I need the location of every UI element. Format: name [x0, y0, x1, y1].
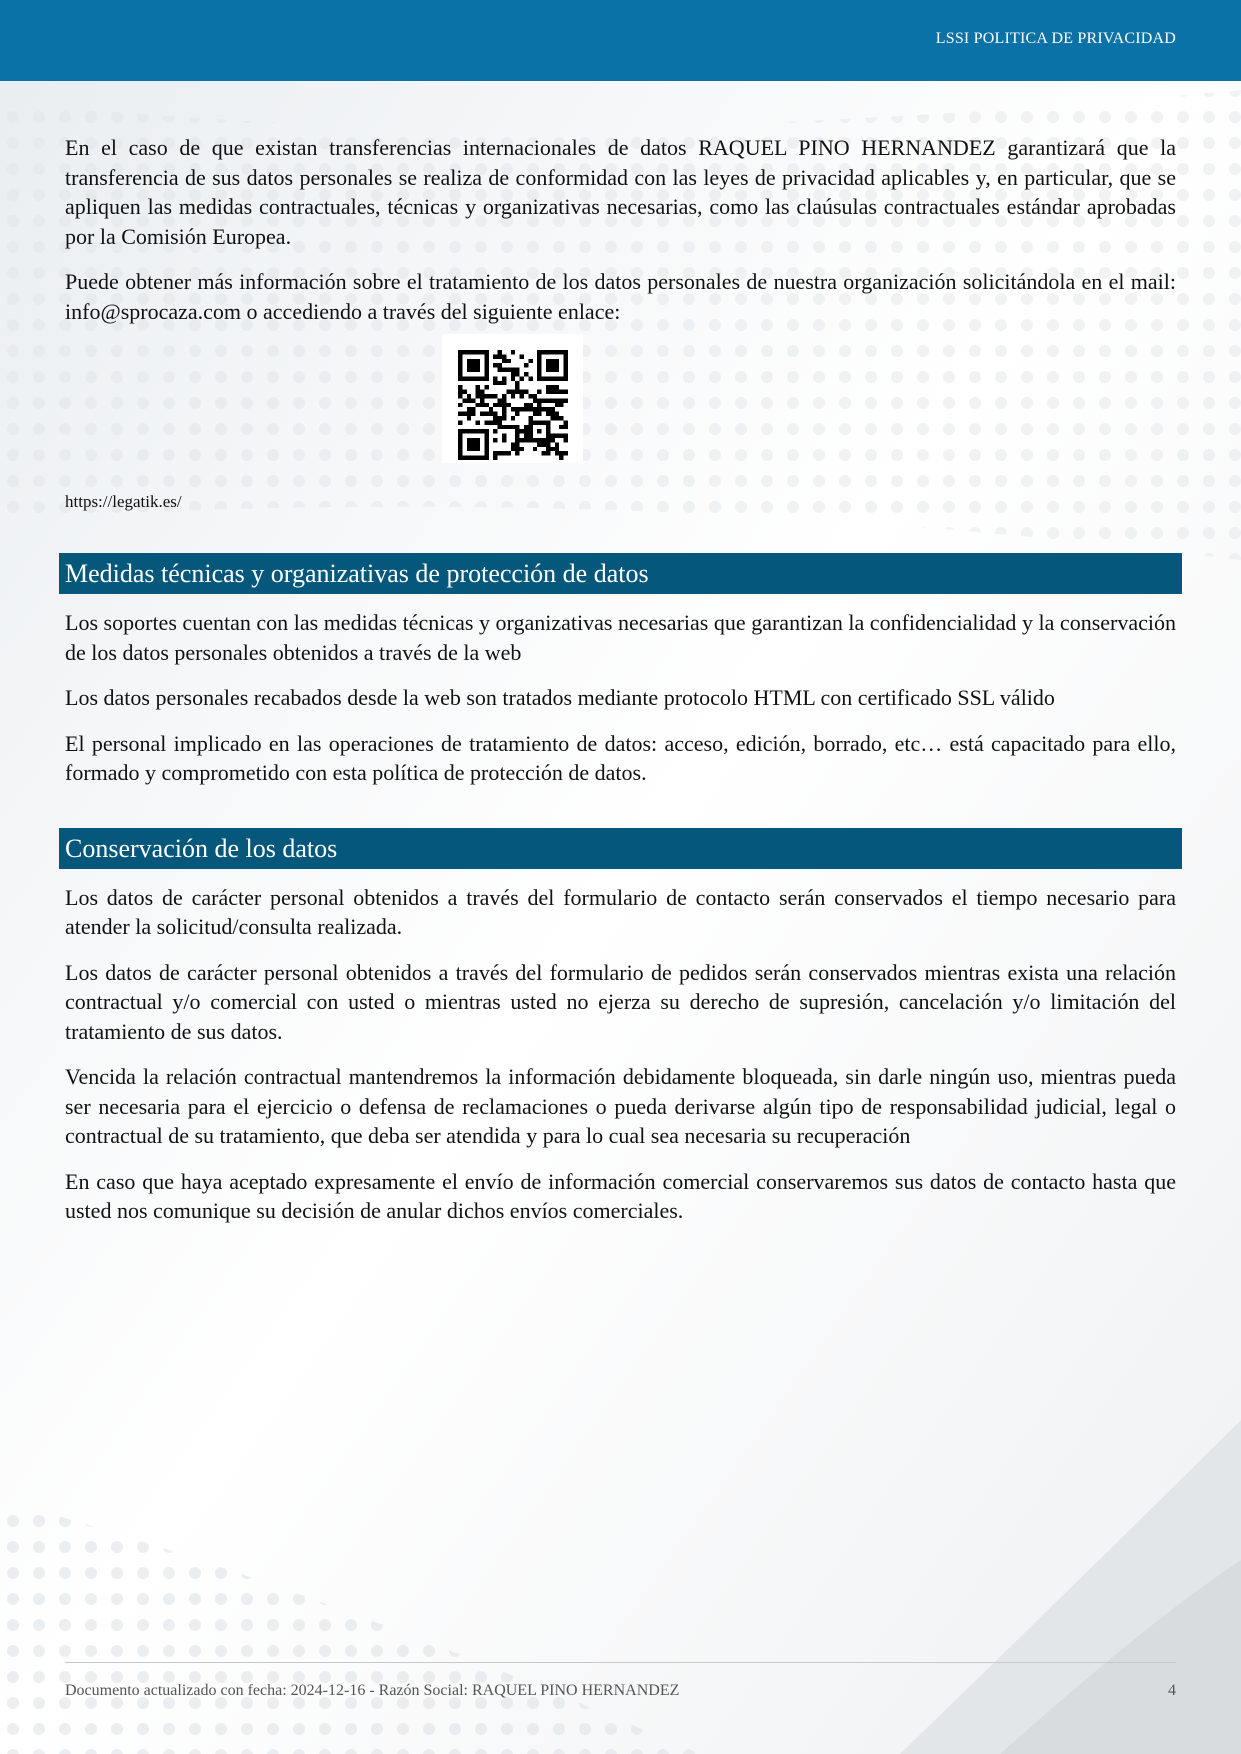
page-number: 4 [1168, 1682, 1176, 1699]
section-paragraph: El personal implicado en las operaciones de tratamiento de datos: acceso, edición, borrado, etc… está capacitado para ello, formado y comprometido con esta política de protección de datos. [65, 730, 1176, 785]
section-paragraph: Los datos de carácter personal obtenidos a través del formulario de contacto serán conservados el tiempo necesario para atender la solicitud/consulta realizada. [65, 884, 1176, 939]
legatik-link[interactable]: https://legatik.es/ [65, 492, 182, 511]
section-paragraph: En caso que haya aceptado expresamente el envío de información comercial conservaremos sus datos de contacto hasta que usted nos comunique su decisión de anular dichos envíos comerciales. [65, 1168, 1176, 1223]
footer-text: Documento actualizado con fecha: 2024-12-16 - Razón Social: RAQUEL PINO HERNANDEZ [65, 1682, 680, 1699]
document-body [65, 133, 1176, 1242]
qr-code-icon[interactable] [442, 334, 583, 463]
section-title-conservacion: Conservación de los datos [59, 828, 1182, 869]
intro-paragraph-transfers: En el caso de que existan transferencias internacionales de datos RAQUEL PINO HERNANDEZ garantizará que la transferencia de sus datos personales se realiza de conformidad con las leyes de privacidad aplicables y, en particular, que se apliquen las medidas contractuales, técnicas y organizativas necesarias, como las claúsulas contractuales estándar aprobadas por la Comisión Europea. [65, 135, 1176, 249]
section-paragraph: Los soportes cuentan con las medidas técnicas y organizativas necesarias que garantizan la confidencialidad y la conservación de los datos personales obtenidos a través de la web [65, 610, 1176, 665]
section-title-medidas: Medidas técnicas y organizativas de protección de datos [59, 553, 1182, 594]
header-bar [0, 0, 1241, 81]
section-paragraph: Vencida la relación contractual mantendremos la información debidamente bloqueada, sin darle ningún uso, mientras pueda ser necesaria para el ejercicio o defensa de reclamaciones o pueda derivarse algún tipo de responsabilidad judicial, legal o contractual de su tratamiento, que deba ser atendida y para lo cual sea necesaria su recuperación [65, 1064, 1176, 1148]
intro-paragraph-contact: Puede obtener más información sobre el tratamiento de los datos personales de nuestra organización solicitándola en el mail: info@sprocaza.com o accediendo a través del siguiente enlace: [65, 269, 1176, 324]
section-paragraph: Los datos personales recabados desde la web son tratados mediante protocolo HTML con certificado SSL válido [65, 685, 1055, 710]
footer-divider [65, 1662, 1176, 1663]
section-paragraph: Los datos de carácter personal obtenidos a través del formulario de pedidos serán conservados mientras exista una relación contractual y/o comercial con usted o mientras usted no ejerza su derecho de supresión, cancelación y/o limitación del tratamiento de sus datos. [65, 959, 1176, 1044]
header-title: LSSI POLITICA DE PRIVACIDAD [935, 30, 1176, 47]
